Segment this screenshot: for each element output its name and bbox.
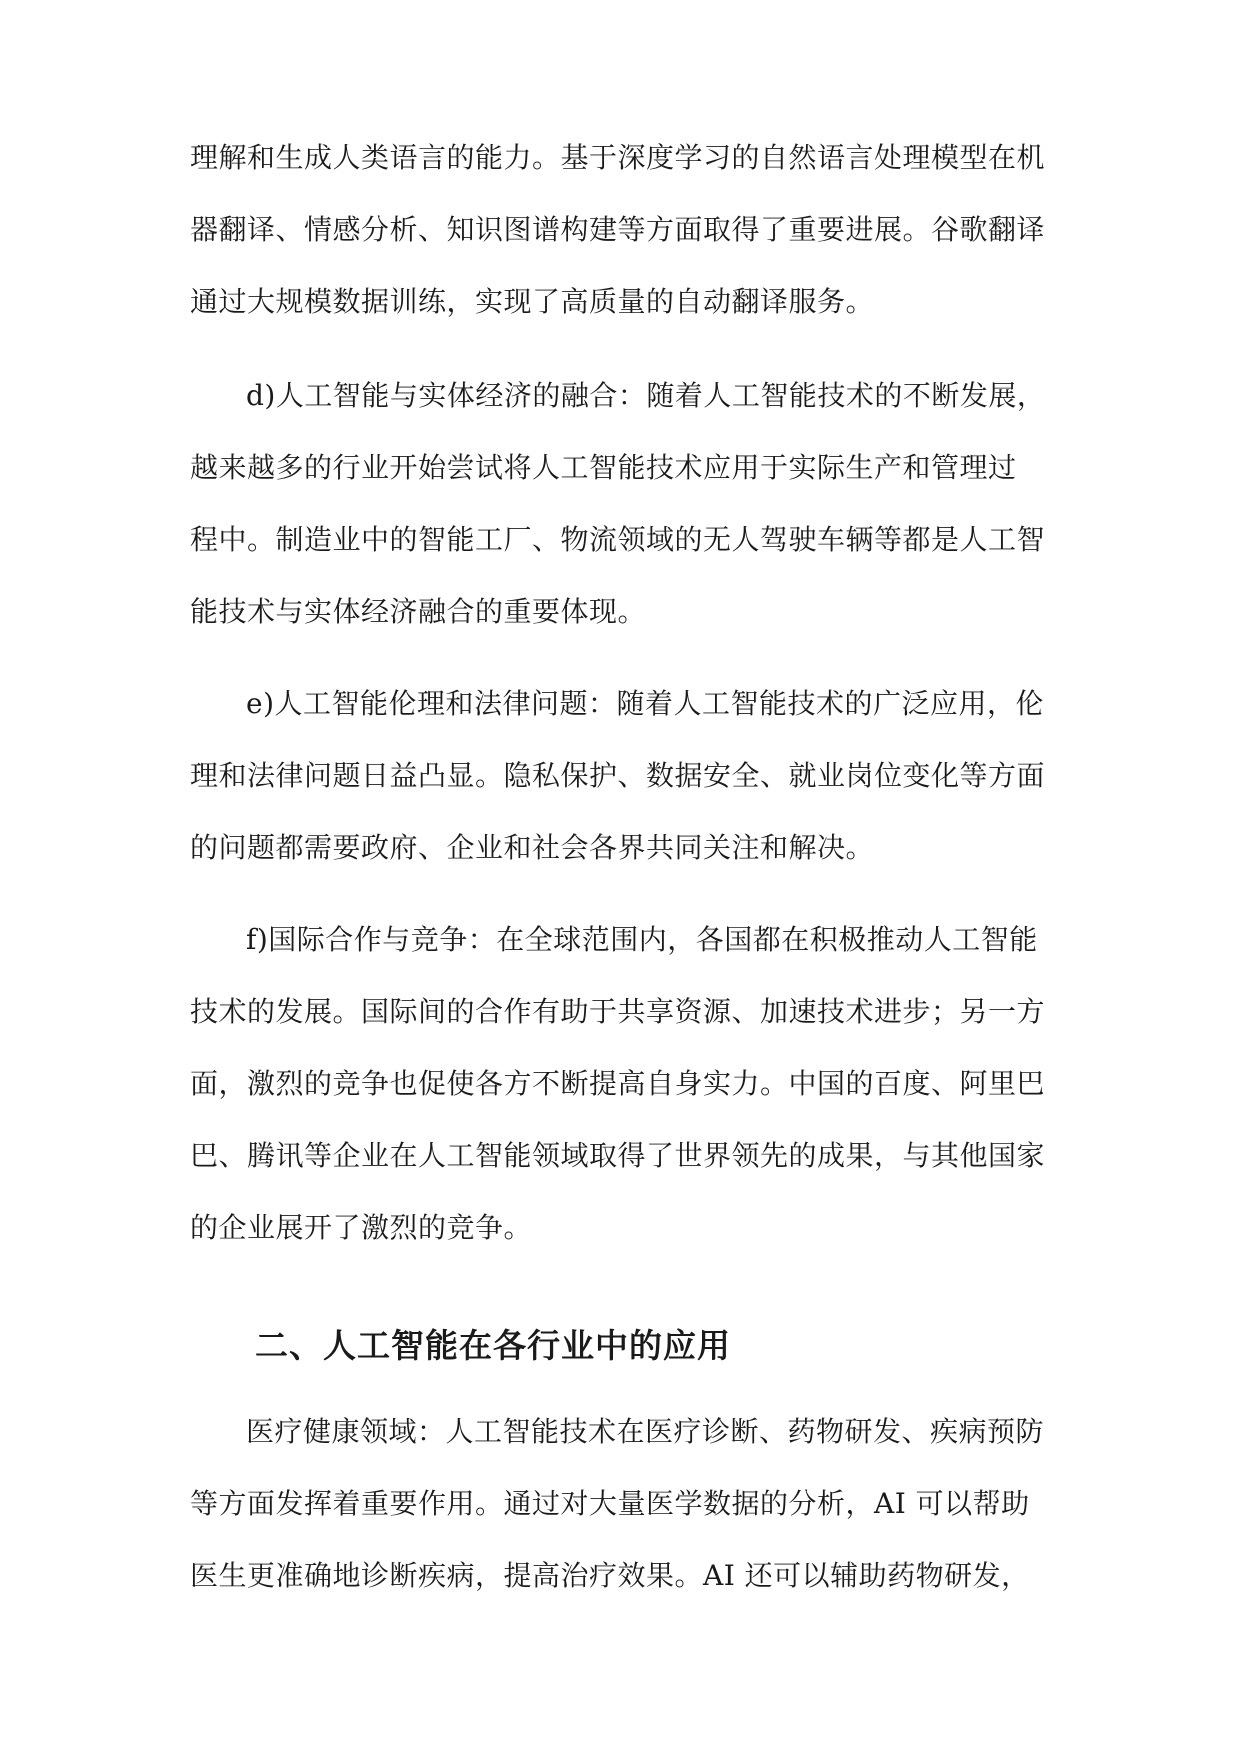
paragraph-line: d)人工智能与实体经济的融合：随着人工智能技术的不断发展，: [246, 379, 1046, 412]
paragraph-line: 的企业展开了激烈的竞争。: [190, 1211, 533, 1244]
paragraph-line: 的问题都需要政府、企业和社会各界共同关注和解决。: [190, 831, 875, 864]
paragraph-line: 通过大规模数据训练，实现了高质量的自动翻译服务。: [190, 285, 875, 318]
paragraph-line: 能技术与实体经济融合的重要体现。: [190, 595, 647, 628]
paragraph-line: 理解和生成人类语言的能力。基于深度学习的自然语言处理模型在机: [190, 141, 1046, 174]
section-heading: 二、人工智能在各行业中的应用: [255, 1326, 731, 1365]
paragraph-line: 器翻译、情感分析、知识图谱构建等方面取得了重要进展。谷歌翻译: [190, 213, 1046, 246]
paragraph-line: 医生更准确地诊断疾病，提高治疗效果。AI 还可以辅助药物研发，: [190, 1559, 1030, 1592]
paragraph-line: 医疗健康领域：人工智能技术在医疗诊断、药物研发、疾病预防: [246, 1415, 1045, 1448]
paragraph-line: e)人工智能伦理和法律问题：随着人工智能技术的广泛应用，伦: [246, 687, 1044, 720]
paragraph-line: 等方面发挥着重要作用。通过对大量医学数据的分析，AI 可以帮助: [190, 1487, 1030, 1520]
paragraph-line: 程中。制造业中的智能工厂、物流领域的无人驾驶车辆等都是人工智: [190, 523, 1046, 556]
paragraph-line: 理和法律问题日益凸显。隐私保护、数据安全、就业岗位变化等方面: [190, 759, 1046, 792]
paragraph-line: 面，激烈的竞争也促使各方不断提高自身实力。中国的百度、阿里巴: [190, 1067, 1046, 1100]
paragraph-line: f)国际合作与竞争：在全球范围内，各国都在积极推动人工智能: [246, 923, 1038, 956]
paragraph-line: 巴、腾讯等企业在人工智能领域取得了世界领先的成果，与其他国家: [190, 1139, 1046, 1172]
paragraph-line: 技术的发展。国际间的合作有助于共享资源、加速技术进步；另一方: [190, 995, 1046, 1028]
paragraph-line: 越来越多的行业开始尝试将人工智能技术应用于实际生产和管理过: [190, 451, 1017, 484]
